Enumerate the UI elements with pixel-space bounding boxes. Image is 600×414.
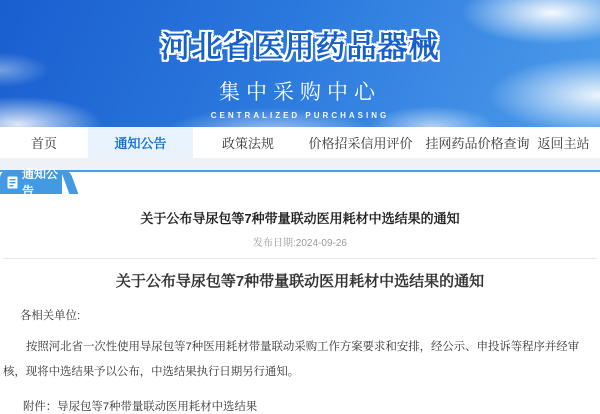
nav-item-notices[interactable]: 通知公告 (88, 127, 193, 158)
nav-item-return-main-site[interactable]: 返回主站 (537, 136, 590, 151)
publish-date: 发布日期:2024-09-26 (253, 238, 347, 249)
site-subtitle: 集中采购中心 (219, 81, 381, 104)
salutation: 各相关单位: (20, 310, 81, 322)
spacer-strip (0, 158, 600, 170)
article-body-title: 关于公布导尿包等7种带量联动医用耗材中选结果的通知 (115, 273, 485, 290)
main-nav (0, 127, 600, 158)
divider (3, 258, 597, 259)
attachment-line: 附件：导尿包等7种带量联动医用耗材中选结果 (23, 401, 258, 413)
article-paragraph: 按照河北省一次性使用导尿包等7种医用耗材带量联动采购工作方案要求和安排，经公示、申投诉等程序并经审核，现将中选结果予以公布，中选结果执行日期另行通知。 (3, 341, 580, 378)
nav-item-price-credit-evaluation[interactable]: 价格招采信用评价 (308, 136, 413, 151)
article (0, 196, 600, 414)
document-icon (7, 176, 18, 189)
section-header-bar (0, 167, 600, 198)
site-title: 河北省医用药品器械 (160, 31, 440, 64)
article-title: 关于公布导尿包等7种带量联动医用耗材中选结果的通知 (140, 211, 460, 226)
nav-item-drug-price-query[interactable]: 挂网药品价格查询 (425, 136, 530, 151)
nav-item-home[interactable]: 首页 (30, 136, 57, 151)
section-tab-notices (0, 167, 62, 198)
section-tab-label: 通知公告 (22, 167, 59, 198)
site-subtitle-english: CENTRALIZED PURCHASING (210, 111, 390, 120)
nav-item-policies[interactable]: 政策法规 (221, 136, 274, 151)
site-banner (0, 0, 600, 127)
